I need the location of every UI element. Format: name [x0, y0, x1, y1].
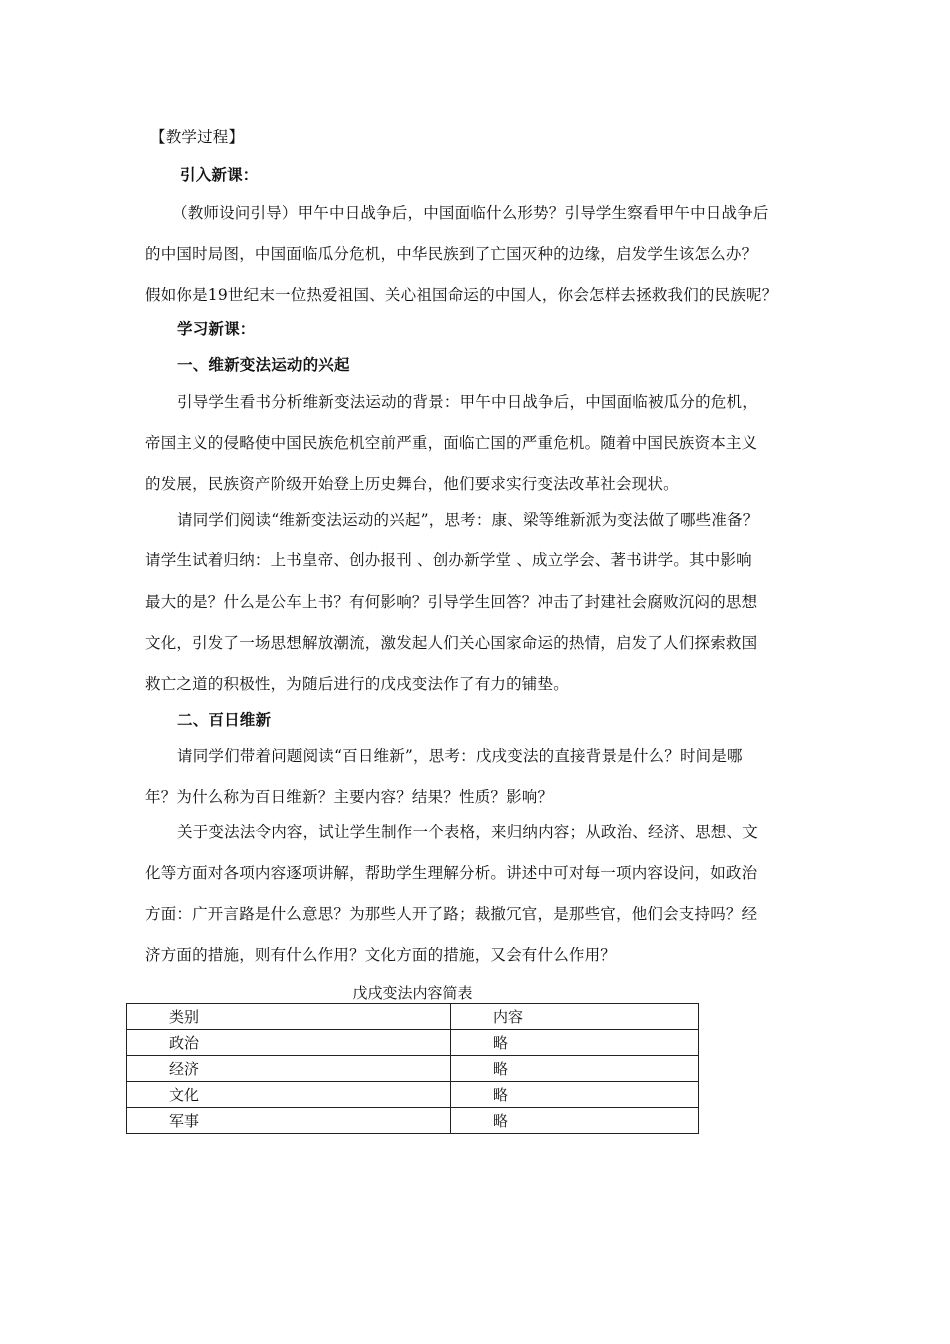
part2-para1-line-2: 年？为什么称为百日维新？主要内容？结果？性质？影响？ — [145, 788, 554, 806]
table-cell-content: 略 — [451, 1108, 699, 1134]
part1-para2-line-5: 救亡之道的积极性，为随后进行的戊戌变法作了有力的铺垫。 — [145, 675, 569, 693]
table-header-row — [127, 1004, 699, 1030]
table-cell-content: 略 — [451, 1056, 699, 1082]
table-cell-category: 军事 — [127, 1108, 451, 1134]
part2-para2-line-1: 关于变法法令内容，试让学生制作一个表格，来归纳内容；从政治、经济、思想、文 — [177, 823, 758, 841]
part2-heading: 二、百日维新 — [177, 710, 272, 729]
table-cell-category: 经济 — [127, 1056, 451, 1082]
table-caption: 戊戌变法内容简表 — [352, 984, 473, 1002]
intro-line-1: （教师设问引导）甲午中日战争后，中国面临什么形势？引导学生察看甲午中日战争后 — [172, 204, 769, 222]
part2-para2-line-4: 济方面的措施，则有什么作用？文化方面的措施，又会有什么作用？ — [145, 946, 617, 964]
table-row — [127, 1030, 699, 1056]
reform-summary-table — [126, 1003, 699, 1134]
part1-para2-line-2: 请学生试着归纳：上书皇帝、创办报刊 、创办新学堂 、成立学会、著书讲学。其中影响 — [145, 551, 752, 569]
part1-para1-line-1: 引导学生看书分析维新变法运动的背景：甲午中日战争后，中国面临被瓜分的危机， — [177, 393, 758, 411]
table-row — [127, 1108, 699, 1134]
part2-para2-line-3: 方面：广开言路是什么意思？为那些人开了路；裁撤冗官，是那些官，他们会支持吗？经 — [145, 905, 758, 923]
part2-para2-line-2: 化等方面对各项内容逐项讲解，帮助学生理解分析。讲述中可对每一项内容设问，如政治 — [145, 864, 758, 882]
table-cell-category: 政治 — [127, 1030, 451, 1056]
new-lesson-heading: 学习新课： — [177, 319, 256, 338]
table-row — [127, 1056, 699, 1082]
part1-para2-line-1: 请同学们阅读“维新变法运动的兴起”，思考：康、梁等维新派为变法做了哪些准备？ — [177, 511, 759, 529]
table-cell-content: 略 — [451, 1082, 699, 1108]
part1-para1-line-2: 帝国主义的侵略使中国民族危机空前严重，面临亡国的严重危机。随着中国民族资本主义 — [145, 434, 758, 452]
table-header-content: 内容 — [451, 1004, 699, 1030]
table-cell-content: 略 — [451, 1030, 699, 1056]
intro-line-2: 的中国时局图，中国面临瓜分危机，中华民族到了亡国灭种的边缘，启发学生该怎么办？ — [145, 245, 758, 263]
part1-heading: 一、维新变法运动的兴起 — [177, 355, 350, 374]
section-header: 【教学过程】 — [150, 128, 245, 146]
table-cell-category: 文化 — [127, 1082, 451, 1108]
part1-para2-line-4: 文化，引发了一场思想解放潮流，激发起人们关心国家命运的热情，启发了人们探索救国 — [145, 634, 758, 652]
part1-para2-line-3: 最大的是？什么是公车上书？有何影响？引导学生回答？冲击了封建社会腐败沉闷的思想 — [145, 593, 758, 611]
part1-para1-line-3: 的发展，民族资产阶级开始登上历史舞台，他们要求实行变法改革社会现状。 — [145, 475, 679, 493]
table-row — [127, 1082, 699, 1108]
intro-heading: 引入新课： — [180, 165, 259, 184]
intro-line-3: 假如你是19世纪末一位热爱祖国、关心祖国命运的中国人，你会怎样去拯救我们的民族呢？ — [145, 286, 778, 304]
table-header-category: 类别 — [127, 1004, 451, 1030]
part2-para1-line-1: 请同学们带着问题阅读“百日维新”，思考：戊戌变法的直接背景是什么？时间是哪 — [177, 747, 743, 765]
